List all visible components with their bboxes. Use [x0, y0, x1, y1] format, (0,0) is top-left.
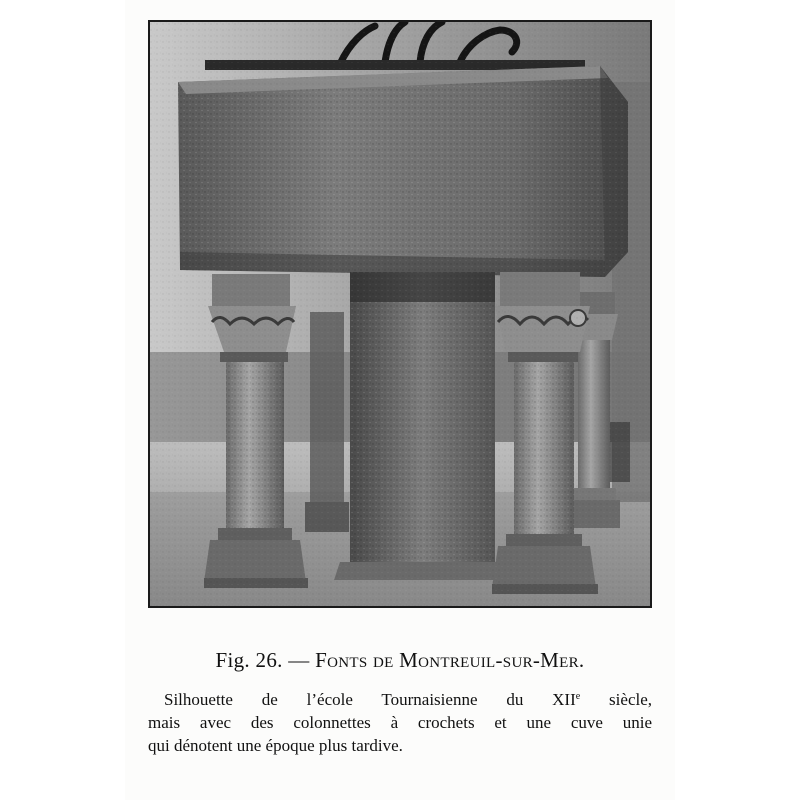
- figure-caption-body: [148, 688, 652, 757]
- figure-caption-title: [130, 648, 670, 673]
- century-superscript: e: [575, 691, 581, 702]
- figure-title-prefix: Fonts de: [315, 648, 400, 672]
- figure-title-place: Montreuil-sur-Mer: [399, 648, 579, 672]
- caption-dash: —: [288, 648, 310, 672]
- caption-line-2: mais avec des colonnettes à crochets et une cuve unie: [148, 713, 652, 732]
- baptismal-font-illustration: [150, 22, 650, 606]
- caption-line-1-text: Silhouette de l’école Tournaisienne du XII: [164, 690, 576, 709]
- caption-line-1-end: siècle,: [580, 690, 653, 709]
- figure-number: Fig. 26.: [215, 648, 283, 672]
- figure-photo: [148, 20, 652, 608]
- figure-title-period: .: [578, 648, 585, 672]
- caption-line-3: qui dénotent une époque plus tardive.: [148, 736, 403, 755]
- caption-line-1: [148, 688, 652, 711]
